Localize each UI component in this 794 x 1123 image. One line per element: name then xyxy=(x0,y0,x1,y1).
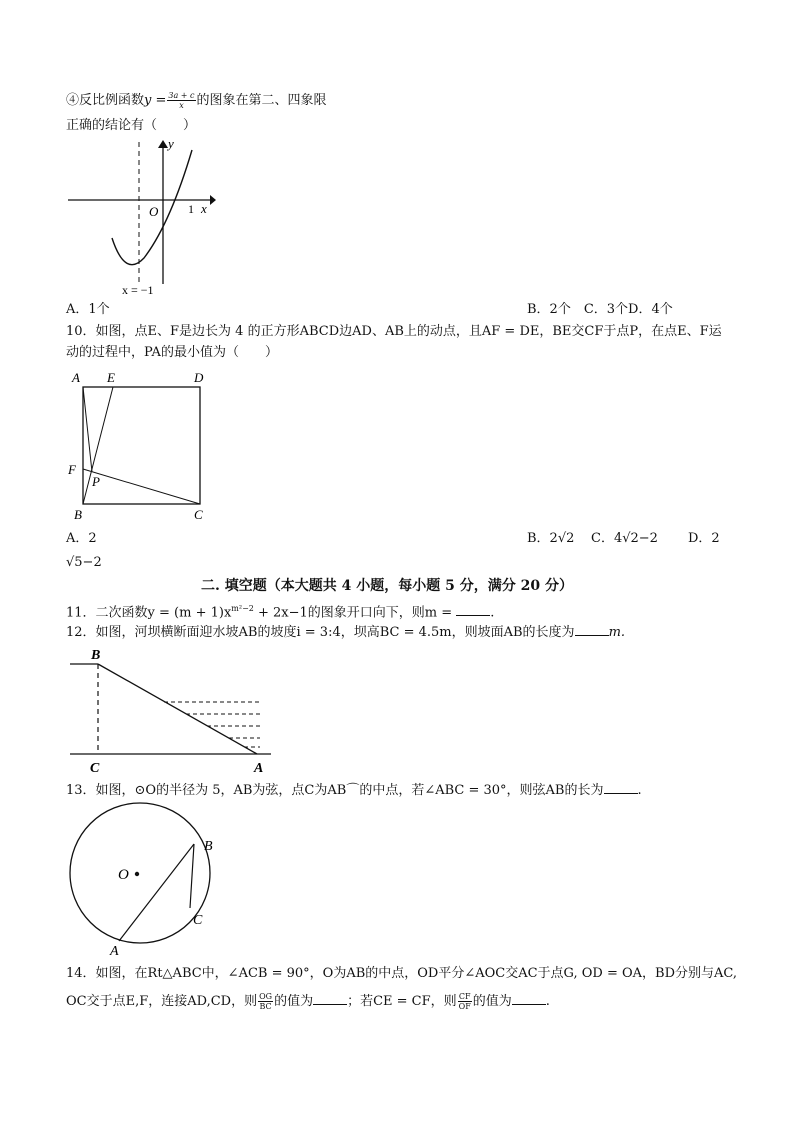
segment-pa xyxy=(83,387,92,472)
section2-title: 二. 填空题（本大题共 4 小题，每小题 5 分，满分 20 分） xyxy=(201,578,573,594)
chord-bc xyxy=(190,844,194,908)
y-label: y xyxy=(168,136,174,151)
q10-option-b: B．2√2 xyxy=(527,531,575,546)
q14-fraction-cf-of: $\frac{CF}{OF}$ xyxy=(458,992,471,1011)
q13-text: 13．如图，⊙O的半径为 5，AB为弦，点C为AB⌒的中点，若∠ABC = 30°，则弦AB的长为 xyxy=(66,783,604,798)
label-b: B xyxy=(204,839,213,854)
q12 xyxy=(66,623,625,641)
q10-line2: 动的过程中，PA的最小值为（ ） xyxy=(66,345,278,360)
q12-text: 12．如图，河坝横断面迎水坡AB的坡度i = 3:4，坝高BC = 4.5m，则坡面AB的长度为 xyxy=(66,625,575,640)
q11-exponent: m²−2 xyxy=(231,604,254,613)
one-label: 1 xyxy=(188,202,194,216)
x-axis-arrow xyxy=(210,195,216,205)
q9-item4-fraction: $\frac{3a + c}{x}$ xyxy=(168,91,195,110)
origin-label: O xyxy=(149,204,159,219)
q10-option-d-cont: √5−2 xyxy=(66,555,102,570)
q9-item4-marker: ④ xyxy=(66,93,80,108)
label-e: E xyxy=(107,370,115,385)
segment-fc xyxy=(83,469,200,504)
q13-answer-blank[interactable] xyxy=(604,781,638,794)
q9-item4-y: y = xyxy=(144,93,167,108)
q13-end: . xyxy=(637,783,642,798)
label-b: B xyxy=(74,507,82,522)
q9-item4-suffix: 的图象在第二、四象限 xyxy=(196,93,327,108)
q14-line2-mid2: ；若CE = CF，则 xyxy=(347,994,457,1009)
label-p: P xyxy=(92,474,100,489)
q9-options-bcd: B．2个 C．3个D．4个 xyxy=(527,302,673,317)
q10-option-a: A．2 xyxy=(66,531,97,546)
q14-fraction-og-bc: $\frac{OG}{BC}$ xyxy=(259,992,273,1011)
q11-prefix: 11．二次函数y = (m + 1)x xyxy=(66,605,232,621)
axis-eq-label: x = −1 xyxy=(122,283,154,297)
q11-mid: + 2x−1的图象开口向下，则m = xyxy=(253,605,457,621)
q14-answer-blank-1[interactable] xyxy=(313,992,347,1005)
center-dot xyxy=(135,872,139,876)
q9-item4 xyxy=(66,91,327,110)
label-d: D xyxy=(194,370,204,385)
q11-end: . xyxy=(490,605,495,621)
q9-prompt: 正确的结论有（ ） xyxy=(66,118,197,133)
label-a: A xyxy=(254,761,264,775)
label-c: C xyxy=(90,761,100,775)
q13-circle-figure xyxy=(62,800,222,960)
q13 xyxy=(66,781,642,799)
q14-line2 xyxy=(66,992,550,1011)
q9-item4-prefix: 反比例函数 xyxy=(79,93,145,108)
label-f: F xyxy=(68,462,76,477)
q12-end: m. xyxy=(608,625,626,640)
q11-answer-blank[interactable] xyxy=(456,603,490,616)
q10-option-d: D．2 xyxy=(688,531,720,546)
q9-parabola-figure xyxy=(60,134,220,300)
circle-o xyxy=(70,803,210,943)
q12-dam-figure xyxy=(64,645,274,775)
label-a: A xyxy=(110,944,119,959)
y-axis-arrow xyxy=(158,140,168,148)
x-label: x xyxy=(201,201,207,216)
label-b: B xyxy=(91,648,101,663)
q14-line2-end-prefix: 的值为 xyxy=(472,994,512,1009)
q14-line1: 14．如图，在Rt△ABC中，∠ACB = 90°，O为AB的中点，OD平分∠AOC交AC于点G, OD = OA，BD分别与AC, xyxy=(66,966,738,981)
q14-line2-prefix: OC交于点E,F，连接AD,CD，则 xyxy=(66,994,258,1009)
slope-ab xyxy=(98,664,257,754)
label-o: O xyxy=(118,867,129,883)
label-c: C xyxy=(193,913,203,928)
q10-line1: 10．如图，点E、F是边长为 4 的正方形ABCD边AD、AB上的动点，且AF = DE，BE交CF于点P，在点E、F运 xyxy=(66,324,722,339)
q11 xyxy=(66,601,494,621)
q14-line2-mid: 的值为 xyxy=(274,994,314,1009)
q14-answer-blank-2[interactable] xyxy=(512,992,546,1005)
q9-option-a: A．1个 xyxy=(66,302,110,317)
q14-line2-end: . xyxy=(545,994,550,1009)
q10-option-c: C．4√2−2 xyxy=(591,531,658,546)
q10-square-figure xyxy=(62,366,222,524)
q12-answer-blank[interactable] xyxy=(575,623,609,636)
label-a: A xyxy=(72,370,80,385)
chord-ab xyxy=(119,844,194,941)
label-c: C xyxy=(194,507,203,522)
